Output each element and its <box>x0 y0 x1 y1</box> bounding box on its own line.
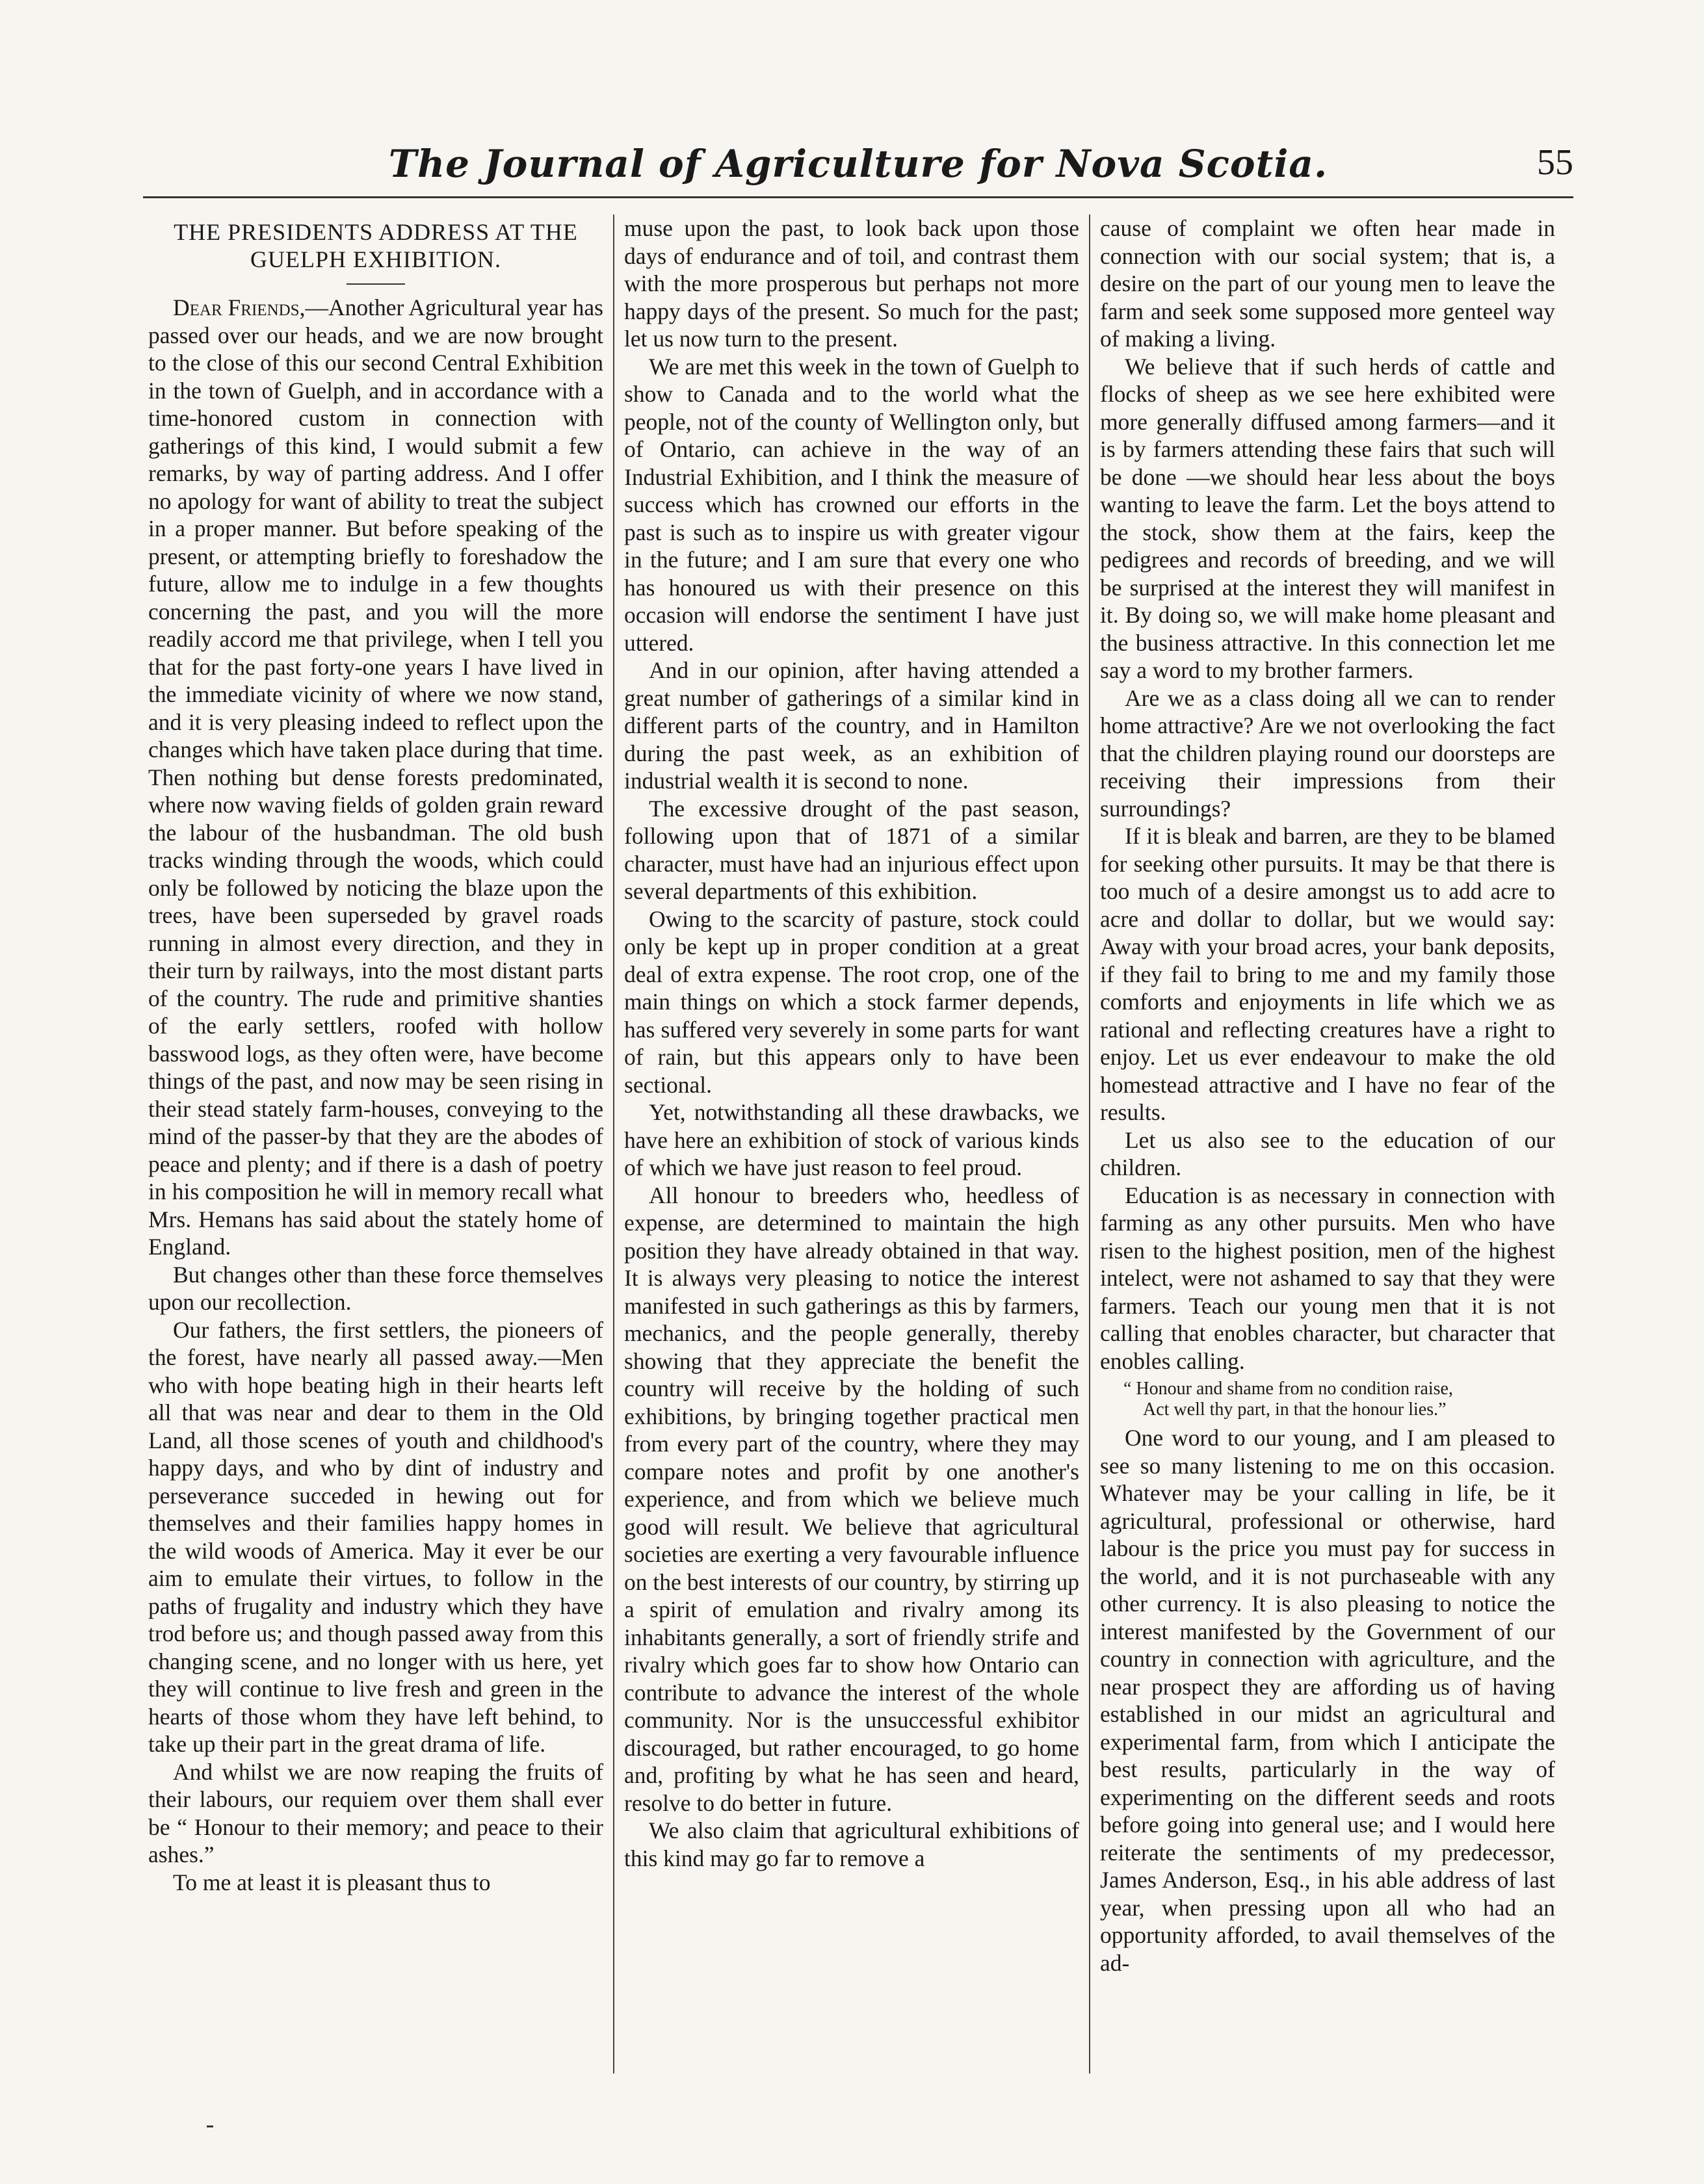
paragraph: One word to our young, and I am pleased to see so many listening to me on this occasion. Whatever may be your calling in life, be it agricultural, professional or otherwise, hard labour is the price you must pay for success in the world, and it is not purchaseable with any other currency. It is also pleasing to notice the interest manifested by the Government of our country in connection with agriculture, and the near prospect they are affording us of having established in our midst an agricultural and experimental farm, from which I anticipate the best results, particularly in the way of experimenting on the different seeds and roots before going into general use; and I would here reiterate the sentiments of my predecessor, James Anderson, Esq., in his able address of last year, when pressing upon all who had an opportunity afforded, to avail themselves of the ad- <box>1100 1425 1555 1976</box>
paragraph: Yet, notwithstanding all these drawbacks, we have here an exhibition of stock of various kinds of which we have just reason to feel proud. <box>624 1099 1079 1180</box>
column-3 <box>1100 214 1555 2060</box>
paragraph: cause of complaint we often hear made in connection with our social system; that is, a desire on the part of our young men to leave the farm and seek some supposed more genteel way of making a living. <box>1100 215 1555 352</box>
verse-quote <box>1100 1379 1555 1420</box>
paragraph: Are we as a class doing all we can to render home attractive? Are we not overlooking the fact that the children playing round our doorsteps are receiving their impressions from their surroundings? <box>1100 684 1555 822</box>
paragraph: muse upon the past, to look back upon those days of endurance and of toil, and contrast them with the more prosperous but perhaps not more happy days of the present. So much for the past; let us now turn to the present. <box>624 215 1079 352</box>
paragraph: And in our opinion, after having attended a great number of gatherings of a similar kind in different parts of the country, and in Hamilton during the past week, as an exhibition of industrial wealth it is second to none. <box>624 657 1079 794</box>
paragraph: The excessive drought of the past season, following upon that of 1871 of a similar character, must have had an injurious effect upon several departments of this exhibition. <box>624 795 1079 904</box>
column-1 <box>148 214 603 2060</box>
paragraph: We believe that if such herds of cattle and flocks of sheep as we see here exhibited were more generally diffused among farmers—and it is by farmers attending these fairs that such will be done —we should hear less about the boys wanting to leave the farm. Let the boys attend to the stock, show them at the fairs, keep the pedigrees and records of breeding, and we will be surprised at the interest they will manifest in it. By doing so, we will make home pleasant and the business attractive. In this connection let me say a word to my brother farmers. <box>1100 353 1555 683</box>
quote-line: Act well thy part, in that the honour lies.” <box>1143 1399 1447 1420</box>
paragraph <box>148 294 603 1261</box>
paragraph: We also claim that agricultural exhibitions of this kind may go far to remove a <box>624 1817 1079 1871</box>
paragraph: Education is as necessary in connection with farming as any other pursuits. Men who have risen to the highest position, men of the highest intelect, were not ashamed to say that they were farmers. Teach our young men that it is not calling that enobles character, but character that enobles calling. <box>1100 1182 1555 1374</box>
paragraph: But changes other than these force themselves upon our recollection. <box>148 1261 603 1315</box>
column-divider-2 <box>1089 214 1090 2074</box>
header-rule <box>143 196 1573 198</box>
paragraph: If it is bleak and barren, are they to be blamed for seeking other pursuits. It may be that there is too much of a desire amongst us to add acre to acre and dollar to dollar, but we would say: Away with your broad acres, your bank deposits, if they fail to bring to me and my family those comforts and enjoyments in life which we as rational and reflecting creatures have a right to enjoy. Let us ever endeavour to make the old homestead attractive and I have no fear of the results. <box>1100 823 1555 1125</box>
paragraph: To me at least it is pleasant thus to <box>173 1869 491 1895</box>
paragraph: Our fathers, the first settlers, the pioneers of the forest, have nearly all passed away.—Men who with hope beating high in their hearts left all that was near and dear to them in the Old Land, all those scenes of youth and childhood's happy days, and who by dint of industry and perseverance succeded in hewing out for themselves and their families happy homes in the wild woods of America. May it ever be our aim to emulate their virtues, to follow in the paths of frugality and industry which they have trod before us; and though passed away from this changing scene, and no longer with us here, yet they will continue to live fresh and green in the hearts of those whom they have left behind, to take up their part in the great drama of life. <box>148 1316 603 1757</box>
paragraph: We are met this week in the town of Guelph to show to Canada and to the world what the people, not of the county of Wellington only, but of Ontario, can achieve in the way of an Industrial Exhibition, and I think the measure of success which has crowned our efforts in the past is such as to inspire us with greater vigour in the future; and I am sure that every one who has honoured us with their presence on this occasion will endorse the sentiment I have just uttered. <box>624 353 1079 656</box>
quote-line: “ Honour and shame from no condition raise, <box>1123 1379 1453 1399</box>
running-head <box>143 130 1573 202</box>
journal-title: The Journal of Agriculture for Nova Scotia. <box>388 142 1328 186</box>
printer-mark <box>207 2126 213 2127</box>
paragraph-text: —Another Agricultural year has passed over our heads, and we are now brought to the close of this our second Central Exhibition in the town of Guelph, and in accordance with a time-honored custom in connection with gatherings of this kind, I would submit a few remarks, by way of parting address. And I offer no apology for want of ability to treat the subject in a proper manner. But before speaking of the present, or attempting briefly to foreshadow the future, allow me to indulge in a few thoughts concerning the past, and you will the more readily accord me that privilege, when I tell you that for the past forty-one years I have lived in the immediate vicinity of where we now stand, and it is very pleasing indeed to reflect upon the changes which have taken place during that time. Then nothing but dense forests predominated, where now waving fields of golden grain reward the labour of the husbandman. The old bush tracks winding through the woods, which could only be followed by noticing the blaze upon the trees, have been superseded by gravel roads running in almost every direction, and they in their turn by railways, into the most distant parts of the country. The rude and primitive shanties of the early settlers, roofed with hollow basswood logs, as they often were, have become things of the past, and now may be seen rising in their stead stately farm-houses, conveying to the mind of the passer-by that they are the abodes of peace and plenty; and if there is a dash of poetry in his composition he will in memory recall what Mrs. Hemans has said about the stately home of England. <box>148 294 603 1260</box>
paragraph: And whilst we are now reaping the fruits of their labours, our requiem over them shall ever be “ Honour to their memory; and peace to their ashes.” <box>148 1758 603 1867</box>
paragraph: All honour to breeders who, heedless of expense, are determined to maintain the high position they have already obtained in that way. It is always very pleasing to notice the interest manifested in such gatherings as this by farmers, mechanics, and the people generally, thereby showing that they appreciate the benefit the country will receive by the holding of such exhibitions, by bringing together practical men from every part of the country, where they may compare notes and profit by one another's experience, and from which we believe much good will result. We believe that agricultural societies are exerting a very favourable influence on the best interests of our country, by stirring up a spirit of emulation and rivalry among its inhabitants generally, a sort of friendly strife and rivalry which goes far to show how Ontario can contribute to advance the interest of the whole community. Nor is the unsuccessful exhibitor discouraged, but rather encouraged, to go home and, profiting by what he has seen and heard, resolve to do better in future. <box>624 1182 1079 1816</box>
column-2 <box>624 214 1079 2060</box>
column-divider-1 <box>613 214 614 2074</box>
title-rule <box>347 283 405 285</box>
page-number: 55 <box>1537 142 1573 183</box>
paragraph: Let us also see to the education of our children. <box>1100 1126 1555 1180</box>
paragraph: Owing to the scarcity of pasture, stock could only be kept up in proper condition at a great deal of extra expense. The root crop, one of the main things on which a stock farmer depends, has suffered very severely in some parts for want of rain, but this appears only to have been sectional. <box>624 905 1079 1098</box>
salutation: Dear Friends, <box>173 294 306 320</box>
article-title: THE PRESIDENTS ADDRESS AT THE GUELPH EXHIBITION. <box>174 219 578 272</box>
